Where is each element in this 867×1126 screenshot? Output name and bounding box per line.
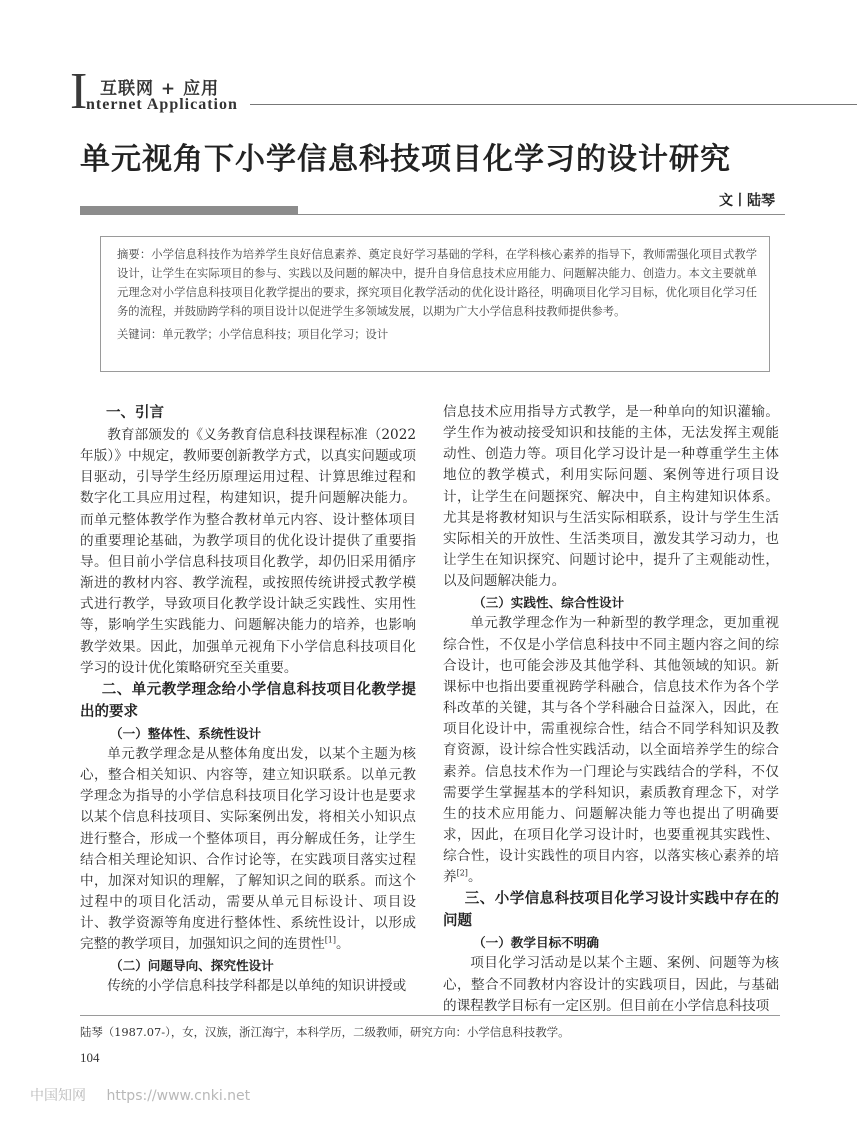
paragraph: 单元教学理念作为一种新型的教学理念，更加重视综合性，不仅是小学信息科技中不同主题内容之间的综合设计，也可能会涉及其他学科、其他领域的知识。新课标中也指出要重视跨学科融合，信息技术作为各个学科改革的关键，其与各个学科融合日益深入，因此，在项目化设计中，需重视综合性，结合不同学科知识及教育资源，设计综合性实践活动，以全面培养学生的综合素养。信息技术作为一门理论与实践结合的学科，不仅需要学生掌握基本的学科知识，素质教育理念下，对学生的技术应用能力、问题解决能力等也提出了明确要求，因此，在项目化学习设计时，也要重视其实践性、综合性，设计实践性的项目内容，以落实核心素养的培养[2]。 [443, 615, 779, 886]
subheading: （三）实践性、综合性设计 [473, 595, 625, 611]
paragraph: 传统的小学信息科技学科都是以单纯的知识讲授或 [107, 978, 407, 995]
abstract-box [100, 236, 770, 372]
title-accent-bar [80, 206, 298, 215]
heading-section-three: 三、小学信息科技项目化学习设计实践中存在的问题 [443, 891, 779, 930]
article-title: 单元视角下小学信息科技项目化学习的设计研究 [80, 142, 731, 177]
citation: [2] [456, 868, 468, 878]
section-title-en: nternet Application [86, 96, 238, 113]
subheading: （一）整体性、系统性设计 [110, 725, 262, 741]
watermark [30, 1085, 266, 1105]
subheading: （二）问题导向、探究性设计 [110, 958, 274, 974]
footnote-divider [80, 1015, 780, 1016]
title-underline [298, 214, 785, 215]
keywords: 关键词：单元教学；小学信息科技；项目化学习；设计 [117, 327, 389, 341]
section-logo-letter: I [70, 63, 88, 120]
watermark-cn: 中国知网 [30, 1088, 86, 1104]
page-number: 104 [80, 1050, 100, 1065]
author-footnote: 陆琴（1987.07-），女，汉族，浙江海宁，本科学历，二级教师，研究方向：小学信息科技教学。 [80, 1025, 570, 1039]
heading-section-two: 二、单元教学理念给小学信息科技项目化教学提出的要求 [80, 681, 416, 720]
abstract-text: 摘要：小学信息科技作为培养学生良好信息素养、奠定良好学习基础的学科，在学科核心素养的指导下，教师需强化项目式教学设计，让学生在实际项目的参与、实践以及问题的解决中，提升自身信息技术应用能力、问题解决能力、创造力。本文主要就单元理念对小学信息科技项目化教学提出的要求，探究项目化教学活动的优化设计路径，明确项目化学习目标，优化项目化学习任务的流程，并鼓励跨学科的项目设计以促进学生多领域发展，以期为广大小学信息科技教师提供参考。 [117, 248, 757, 318]
section-title-cn: 互联网 + 应用 [100, 79, 220, 99]
author-byline: 文丨陆琴 [719, 193, 775, 209]
header-divider [250, 104, 857, 105]
paragraph: 单元教学理念是从整体角度出发，以某个主题为核心，整合相关知识、内容等，建立知识联系。以单元教学理念为指导的小学信息科技项目化学习设计也是要求以某个信息科技项目、实际案例出发，将相关小知识点进行整合，形成一个整体项目，再分解成任务，让学生结合相关理论知识、合作讨论等，在实践项目落实过程中，加深对知识的理解，了解知识之间的联系。而这个过程中的项目化活动，需要从单元目标设计、项目设计、教学资源等角度进行整体性、系统性设计，以形成完整的教学项目，加强知识之间的连贯性[1]。 [80, 745, 416, 953]
paragraph: 项目化学习活动是以某个主题、案例、问题等为核心，整合不同教材内容设计的实践项目，因此，与基础的课程教学目标有一定区别。但目前在小学信息科技项 [443, 955, 779, 1014]
paragraph: 信息技术应用指导方式教学，是一种单向的知识灌输。学生作为被动接受知识和技能的主体，无法发挥主观能动性、创造力等。项目化学习设计是一种尊重学生主体地位的教学模式，利用实际问题、案例等进行项目设计，让学生在问题探究、解决中，自主构建知识体系。尤其是将教材知识与生活实际相联系，设计与学生生活实际相关的开放性、生活类项目，激发其学习动力，也让学生在知识探究、问题讨论中，提升了主观能动性，以及问题解决能力。 [443, 404, 779, 590]
heading-introduction: 一、引言 [106, 405, 164, 421]
left-column [80, 402, 416, 998]
subheading: （一）教学目标不明确 [473, 935, 599, 951]
right-column [443, 402, 779, 1017]
citation: [1] [324, 935, 337, 945]
watermark-url: https://www.cnki.net [106, 1088, 251, 1104]
paragraph: 教育部颁发的《义务教育信息科技课程标准（2022年版）》中规定，教师要创新教学方式，以真实问题或项目驱动，引导学生经历原理运用过程、计算思维过程和数字化工具应用过程，构建知识，提升问题解决能力。而单元整体教学作为整合教材单元内容、设计整体项目的重要理论基础，为教学项目的优化设计提供了重要指导。但目前小学信息科技项目化教学，却仍旧采用循序渐进的教材内容、教学流程，或按照传统讲授式教学模式进行教学，导致项目化教学设计缺乏实践性、实用性等，影响学生实践能力、问题解决能力的培养，也影响教学效果。因此，加强单元视角下小学信息科技项目化学习的设计优化策略研究至关重要。 [80, 427, 416, 676]
